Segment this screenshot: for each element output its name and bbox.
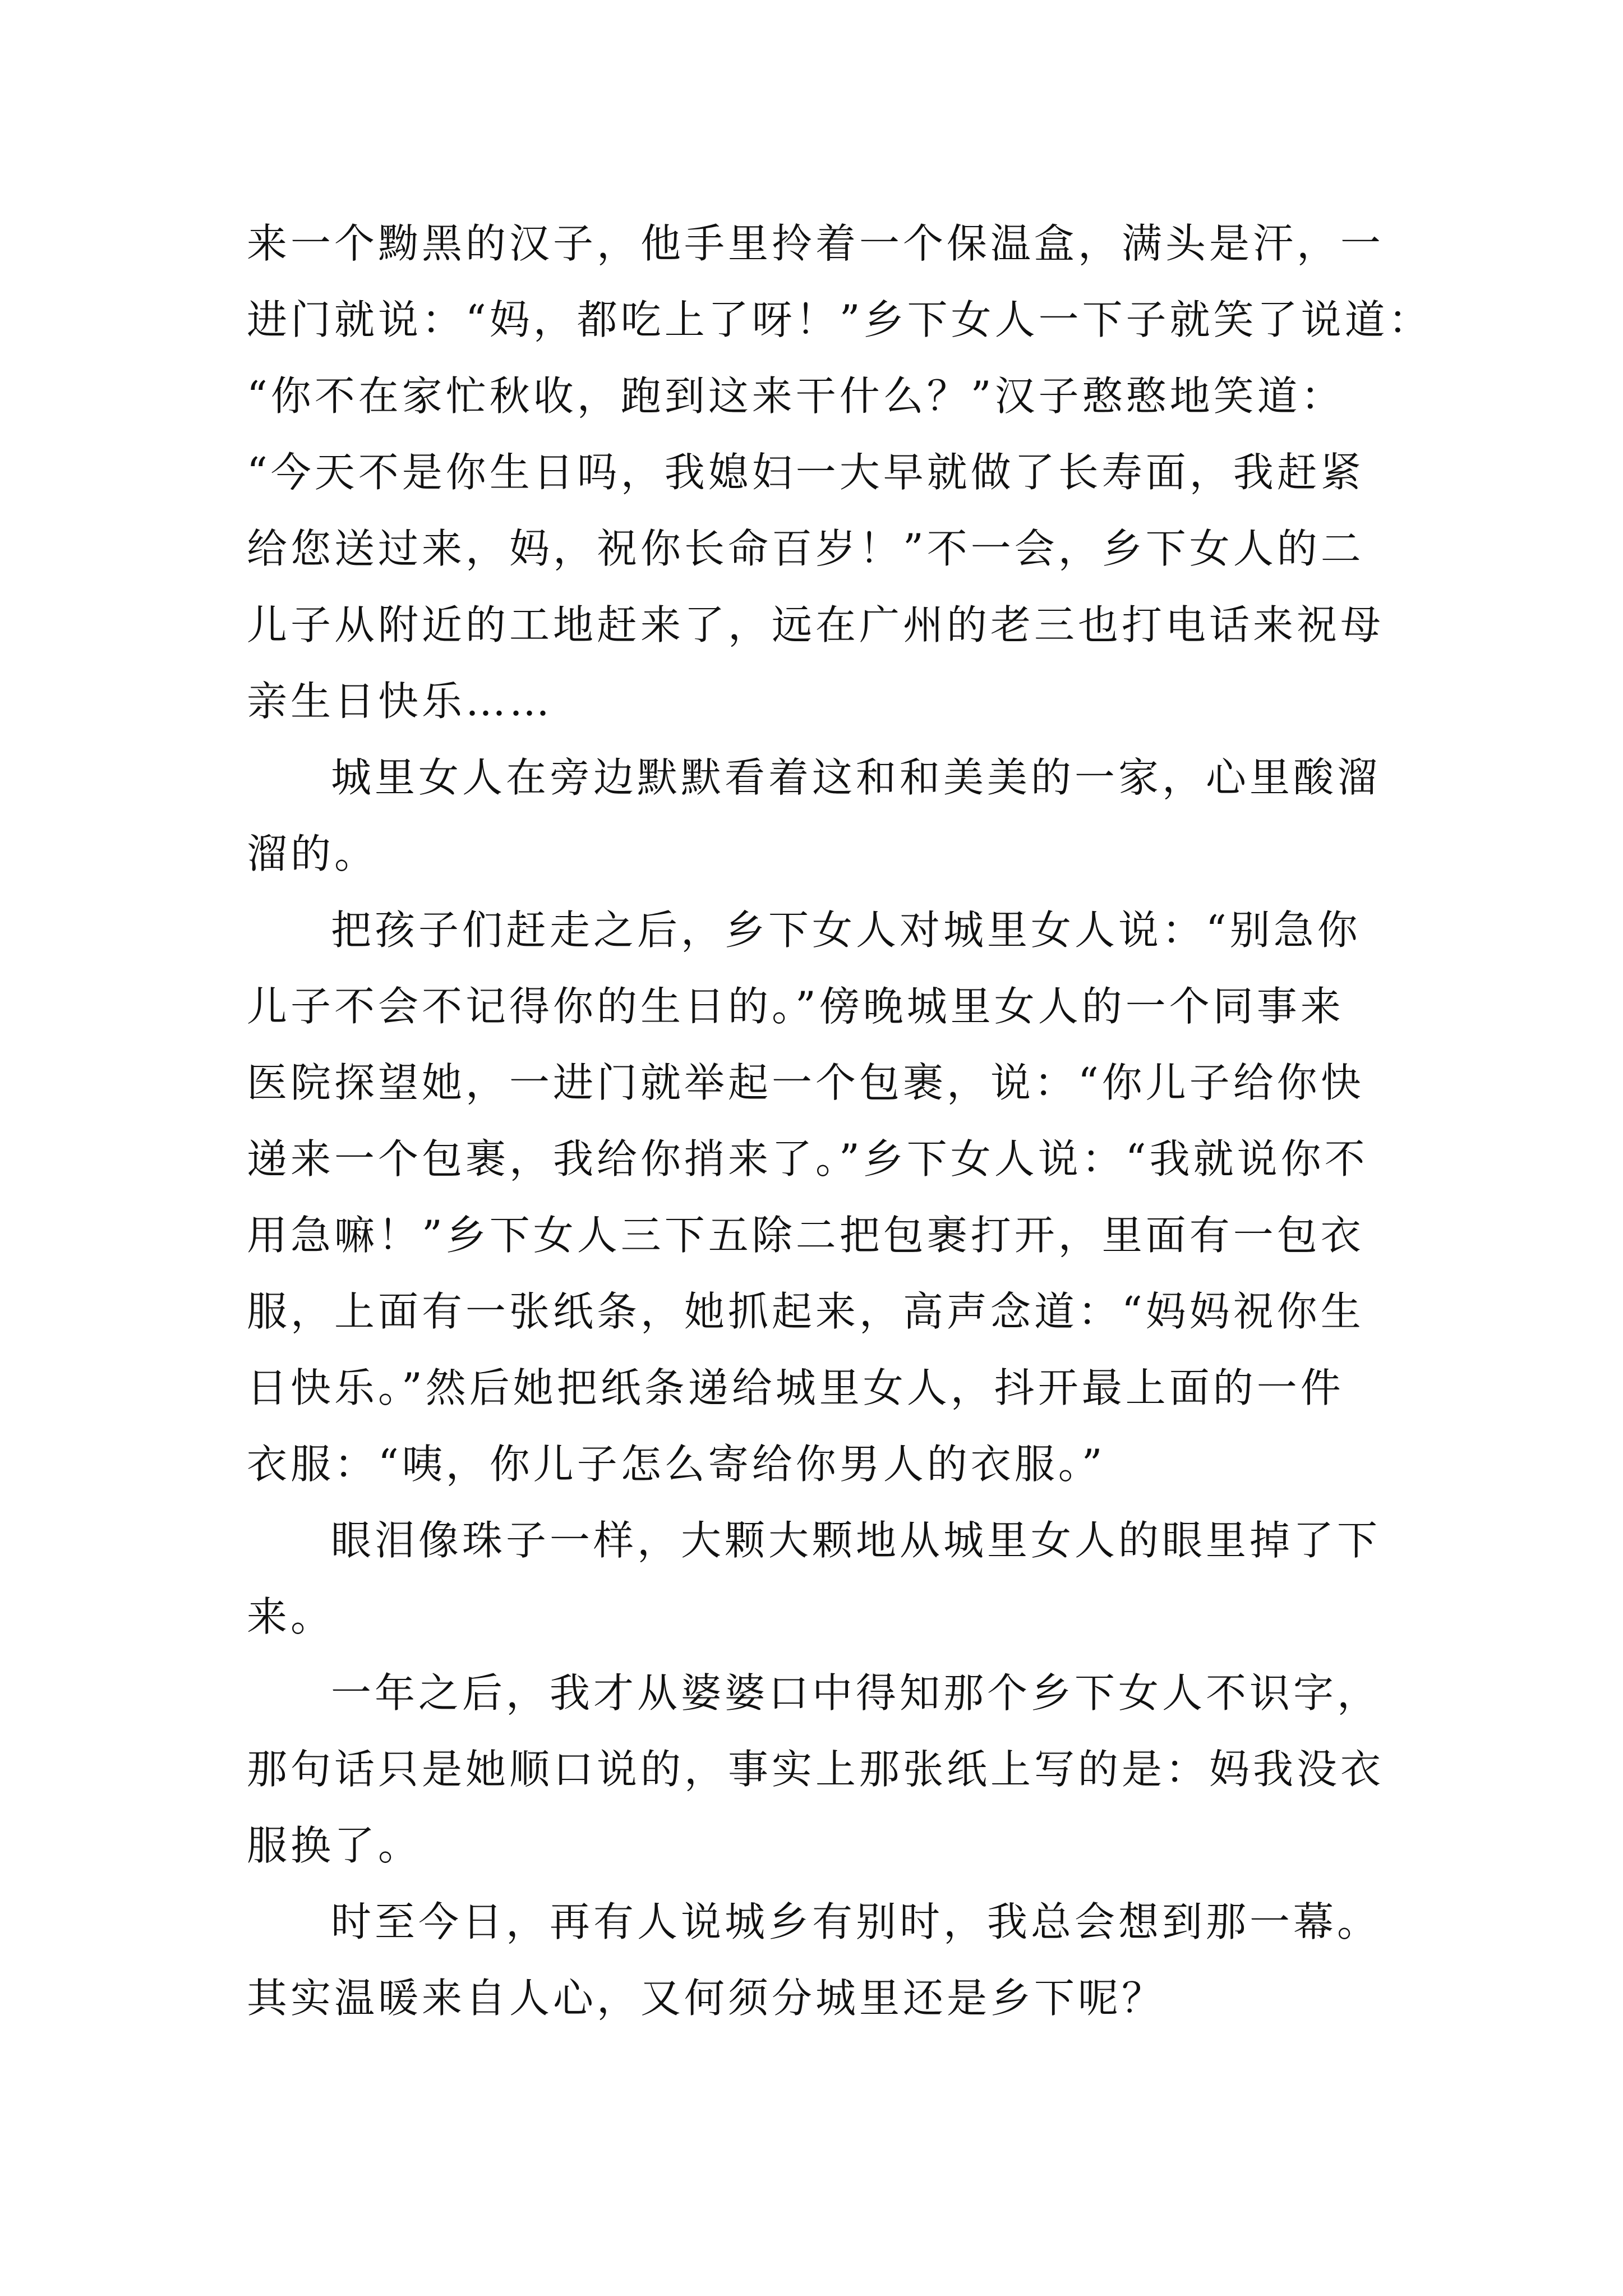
- text-line: 服，上面有一张纸条，她抓起来，高声念道：“妈妈祝你生: [247, 1288, 1364, 1335]
- text-line: 亲生日快乐……: [247, 678, 554, 725]
- text-line: 进门就说：“妈，都吃上了呀！”乡下女人一下子就笑了说道：: [247, 296, 1432, 343]
- text-line: 城里女人在旁边默默看着这和和美美的一家，心里酸溜: [331, 754, 1381, 801]
- text-line: 把孩子们赶走之后，乡下女人对城里女人说：“别急你: [331, 907, 1361, 954]
- paragraph-1: [247, 205, 1432, 739]
- paragraph-4: [247, 1502, 1385, 1655]
- text-line: 溜的。: [247, 830, 379, 877]
- text-line: 服换了。: [247, 1822, 422, 1869]
- paragraph-5: [247, 1655, 1385, 1884]
- text-line: 日快乐。”然后她把纸条递给城里女人，抖开最上面的一件: [247, 1364, 1344, 1411]
- paragraph-2: [247, 739, 1385, 892]
- text-line: 一年之后，我才从婆婆口中得知那个乡下女人不识字，: [331, 1669, 1381, 1717]
- text-line: 给您送过来，妈，祝你长命百岁！”不一会，乡下女人的二: [247, 525, 1364, 572]
- text-line: 递来一个包裹，我给你捎来了。”乡下女人说：“我就说你不: [247, 1135, 1368, 1182]
- text-line: “今天不是你生日吗，我媳妇一大早就做了长寿面，我赶紧: [247, 449, 1364, 496]
- text-line: 其实温暖来自人心，又何须分城里还是乡下呢？: [247, 1975, 1166, 2022]
- text-line: 儿子从附近的工地赶来了，远在广州的老三也打电话来祝母: [247, 601, 1385, 648]
- text-line: 眼泪像珠子一样，大颗大颗地从城里女人的眼里掉了下: [331, 1517, 1381, 1564]
- paragraph-6: [247, 1884, 1385, 2036]
- text-line: 那句话只是她顺口说的，事实上那张纸上写的是：妈我没衣: [247, 1746, 1385, 1793]
- text-line: 用急嘛！”乡下女人三下五除二把包裹打开，里面有一包衣: [247, 1212, 1364, 1259]
- story-text: [247, 205, 1432, 2036]
- text-line: 来。: [247, 1593, 335, 1640]
- text-line: “你不在家忙秋收，跑到这来干什么？”汉子憨憨地笑道：: [247, 372, 1345, 420]
- paragraph-3: [247, 892, 1385, 1502]
- text-line: 衣服：“咦，你儿子怎么寄给你男人的衣服。”: [247, 1441, 1106, 1488]
- text-line: 医院探望她，一进门就举起一个包裹，说：“你儿子给你快: [247, 1059, 1364, 1106]
- text-line: 儿子不会不记得你的生日的。”傍晚城里女人的一个同事来: [247, 983, 1344, 1030]
- text-line: 时至今日，再有人说城乡有别时，我总会想到那一幕。: [331, 1898, 1381, 1945]
- text-line: 来一个黝黑的汉子，他手里拎着一个保温盒，满头是汗，一: [247, 220, 1385, 267]
